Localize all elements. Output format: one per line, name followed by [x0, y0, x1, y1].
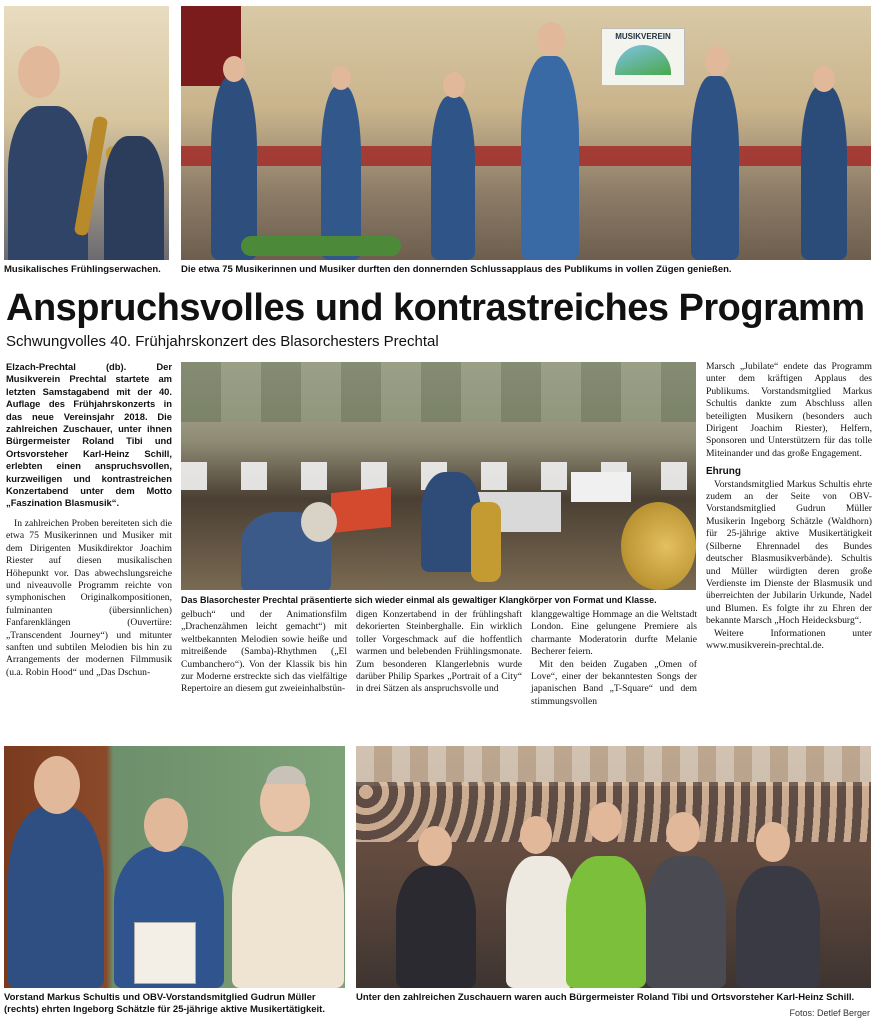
- caption-photo4: Vorstand Markus Schultis und OBV-Vorstandsmitglied Gudrun Müller (rechts) ehrten Ingeborg Schätzle für 25-jährige aktive Musikertätigkeit.: [4, 992, 325, 1015]
- photo-audience: [356, 746, 871, 988]
- article-paragraph: Marsch „Jubilate“ endete das Programm unter dem kräftigen Applaus des Publikums. Vorstandsmitglied Markus Schultis dankte zum Abschluss allen beteiligten Musikern (besonders auch Dirigent Joachim Riester), Helfern, Sponsoren und Unterstützern für das tolle Miteinander und das große Engagement.: [706, 361, 872, 459]
- stage-banner: [601, 28, 685, 86]
- article-column-1: [6, 361, 172, 679]
- caption-photo3: Das Blasorchester Prechtal präsentierte sich wieder einmal als gewaltiger Klangkörper von Format und Klasse.: [181, 595, 657, 605]
- article-paragraph: In zahlreichen Proben bereiteten sich die etwa 75 Musikerinnen und Musiker mit dem Dirigenten Musikdirektor Joachim Riester auf diesen musikalischen Höhepunkt vor. Das abwechslungsreiche und niveauvolle Programm reichte von symphonischen Originalkompositionen, fulminanten (übersinnlichen) Fanfarenklängen (Ouvertüre: „Transcendent Journey“) und mitunter sanften und subtilen Melodien bis hin zu Arrangements der modernen Filmmusik (u.a. Robin Hood“ und „Das Dschun-: [6, 517, 172, 678]
- article-paragraph: klanggewaltige Hommage an die Weltstadt London. Eine gelungene Premiere als charmante Moderatorin durfte Melanie Becherer feiern.: [531, 609, 697, 658]
- article-paragraph: Mit den beiden Zugaben „Omen of Love“, einer der bekanntesten Songs der japanischen Band „T-Square“ und dem stimmungsvollen: [531, 658, 697, 707]
- caption-photo1: Musikalisches Frühlingserwachen.: [4, 264, 161, 275]
- photo-credit: Fotos: Detlef Berger: [789, 1008, 870, 1018]
- article-subheadline: Schwungvolles 40. Frühjahrskonzert des Blasorchesters Prechtal: [6, 333, 439, 350]
- photo-saxophonist: [4, 6, 169, 260]
- article-paragraph: Weitere Informationen unter www.musikverein-prechtal.de.: [706, 627, 872, 651]
- caption-photo2: Die etwa 75 Musikerinnen und Musiker durften den donnernden Schlussapplaus des Publikums in vollen Zügen genießen.: [181, 264, 732, 275]
- photo-orchestra-hall: [181, 362, 696, 590]
- article-headline: Anspruchsvolles und kontrastreiches Programm: [6, 287, 865, 329]
- section-heading-ehrung: Ehrung: [706, 466, 741, 478]
- article-lead: Elzach-Prechtal (db). Der Musikverein Prechtal startete am letzten Samstagabend mit der 40. Auflage des Frühjahrskonzerts in das neue Vereinsjahr 2018. Die zahlreichen Zuschauer, unter ihnen Bürgermeister Roland Tibi und Ortsvorsteher Karl-Heinz Schill, erlebten einen anspruchsvollen, kurzweiligen und kontrastreichen Konzertabend unter dem Motto „Faszination Blasmusik“.: [6, 361, 172, 509]
- article-column-2: [181, 609, 347, 696]
- article-paragraph: Vorstandsmitglied Markus Schultis ehrte zudem an der Seite von OBV-Vorstandsmitglied Gudrun Müller Musikerin Ingeborg Schätzle (Waldhorn) für 25-jährige aktive Musikertätigkeit (Silberne Ehrennadel des Bundes deutscher Blasmusikverbände). Schultis und Müller würdigten deren große Verdienste im Dienste der Blasmusik und überreichten der Jubilarin Urkunde, Nadel und Blumen. Es folgte ihr zu Ehren der bekannte Marsch „Hoch Heidecksburg“.: [706, 478, 872, 627]
- article-paragraph: digen Konzertabend in der frühlingshaft dekorierten Steinberghalle. Ein wirklich toller Vorgeschmack auf die hoffentlich warmen und belebenden Frühlingsmonate. Zum besonderen Klangerlebnis wurde darüber Philip Sparkes „Portrait of a City“ in drei Sätzen als anspruchsvolle und: [356, 609, 522, 695]
- article-column-3: [356, 609, 522, 696]
- photo-orchestra-stage: [181, 6, 871, 260]
- article-column-4: [531, 609, 697, 708]
- article-column-5: [706, 361, 872, 652]
- article-paragraph: gelbuch“ und der Animationsfilm „Drachenzähmen leicht gemacht“) mit weltbekannten Melodien sowie heiße und mitreißende (Samba)-Rhythmen („El Cumbanchero“). Von der Klassik bis hin zur Moderne erstreckte sich das vielfältige Repertoire an diesem gut zweieinhalbstün-: [181, 609, 347, 695]
- banner-label: MUSIKVEREIN: [615, 32, 671, 41]
- caption-photo5: Unter den zahlreichen Zuschauern waren auch Bürgermeister Roland Tibi und Ortsvorsteher Karl-Heinz Schill.: [356, 992, 855, 1003]
- photo-honoring: [4, 746, 345, 988]
